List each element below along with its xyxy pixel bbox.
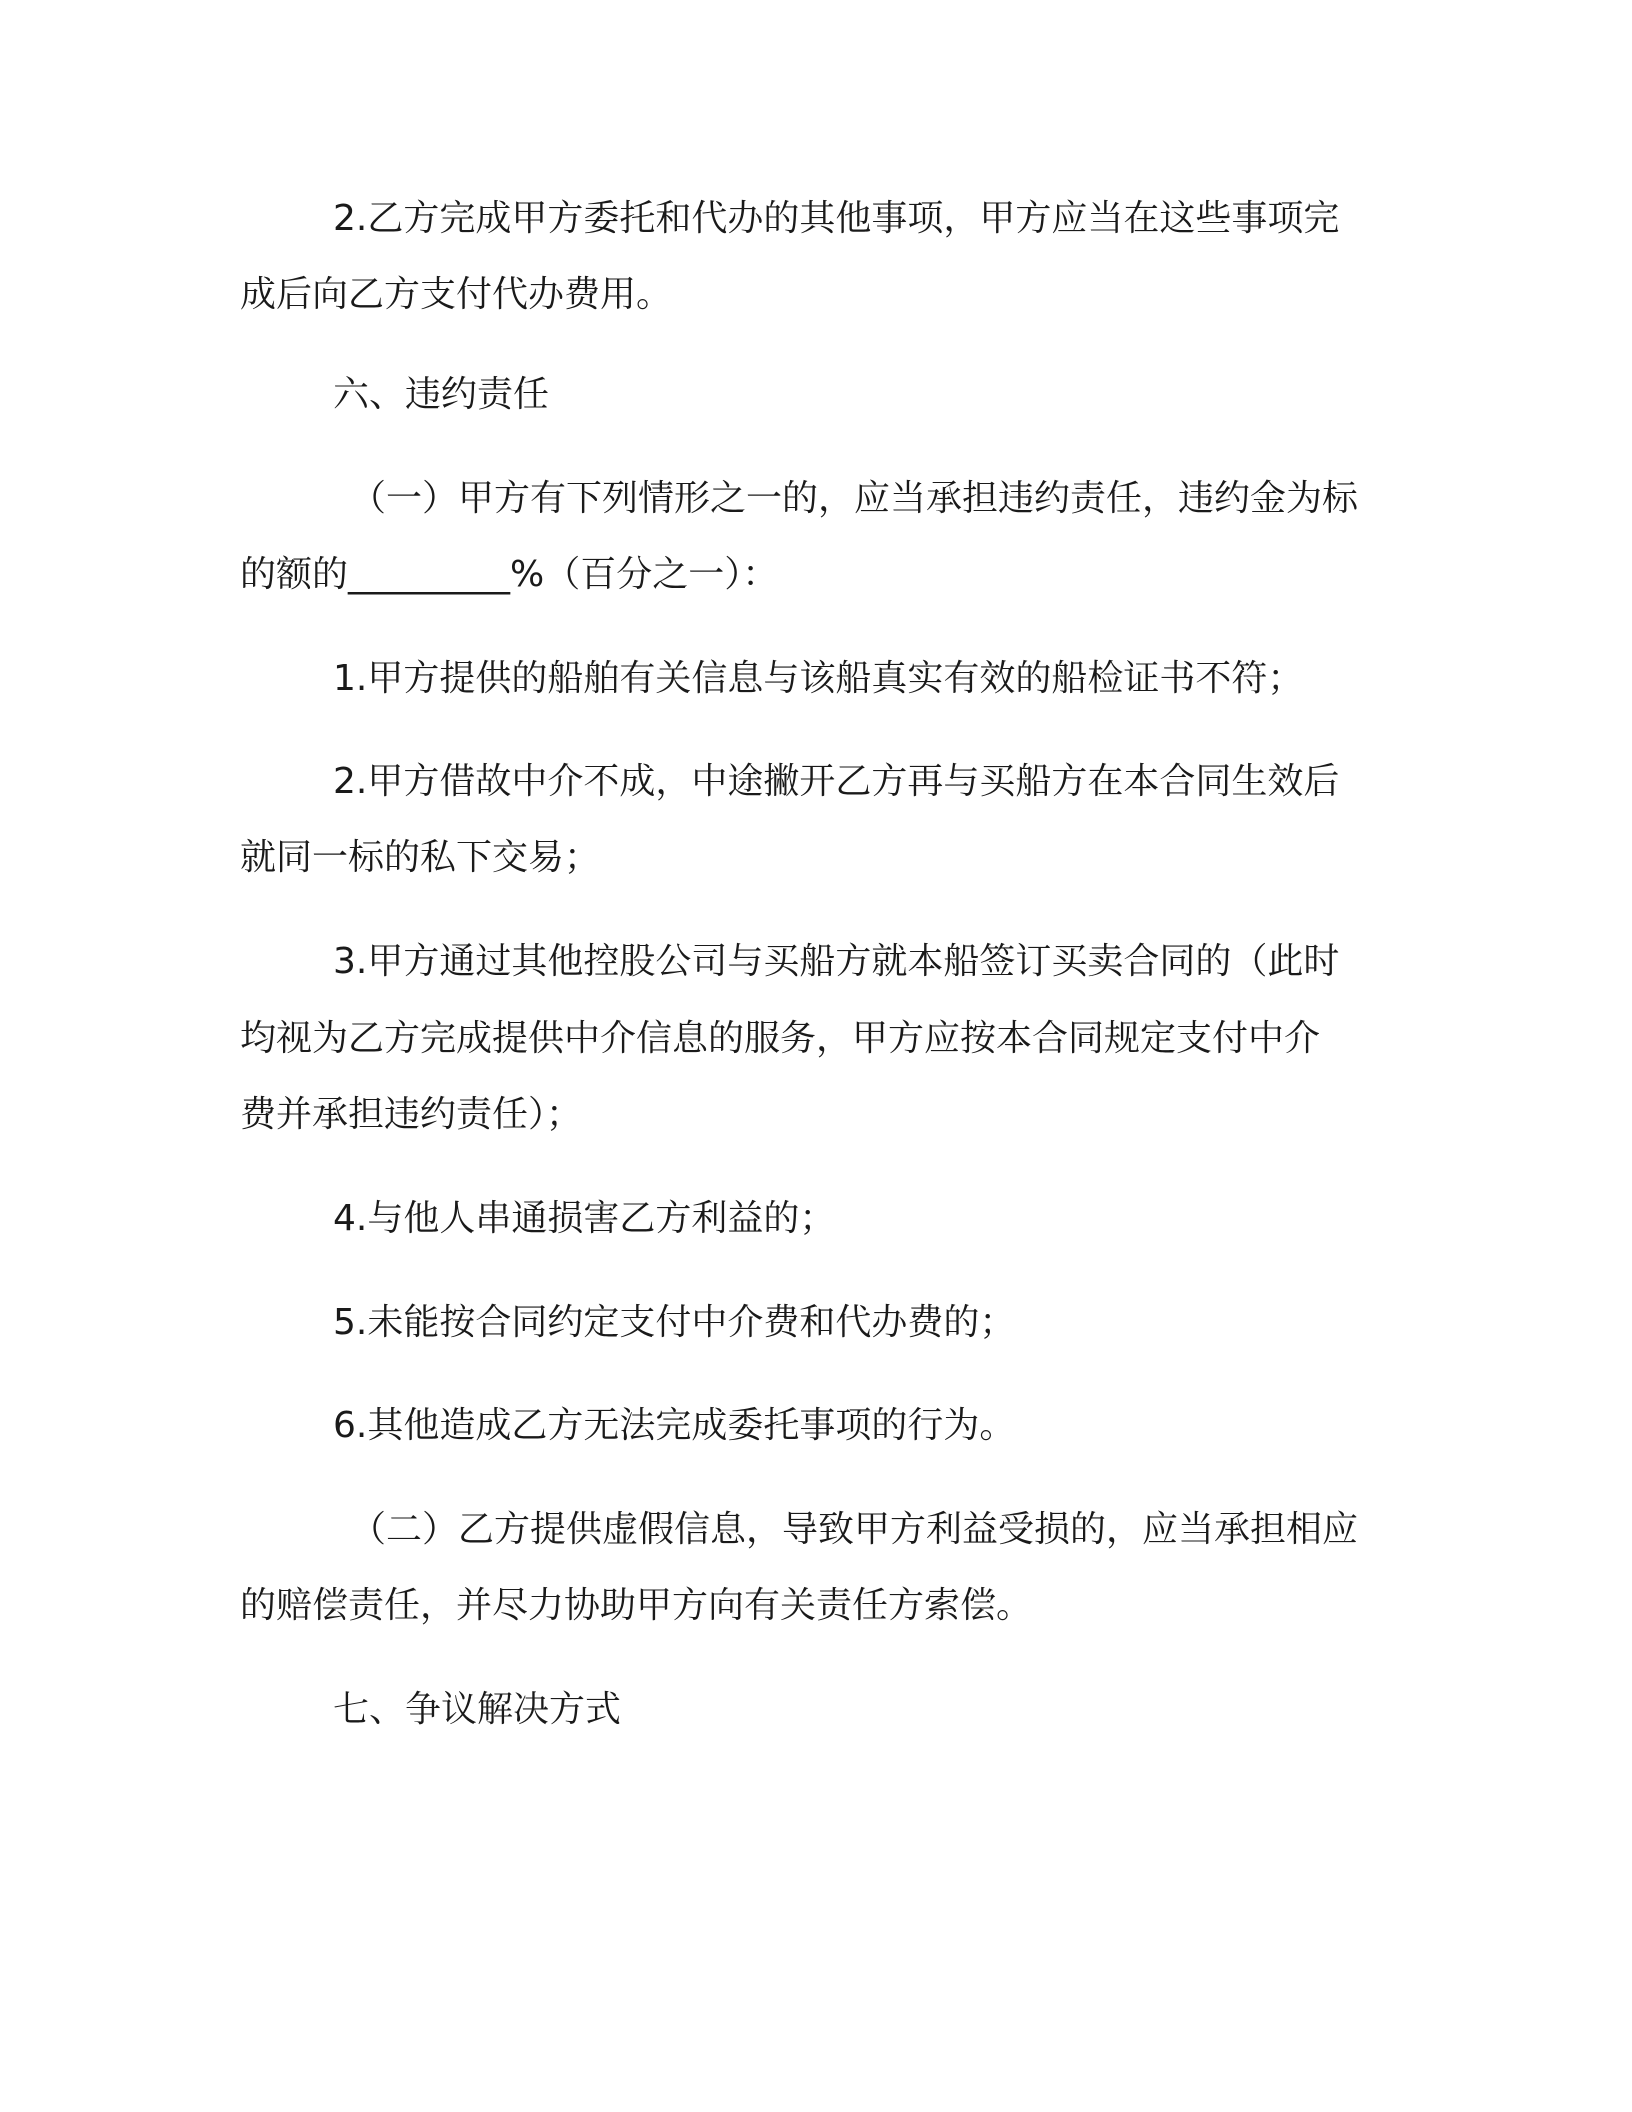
clause-6-1-line-2: 的额的_________%（百分之一）： (240, 554, 779, 595)
clause-6-1-line-1: （一）甲方有下列情形之一的，应当承担违约责任，违约金为标 (350, 478, 1359, 519)
item-6-1-3-line-3: 费并承担违约责任）； (240, 1094, 583, 1135)
section-7-heading: 七、争议解决方式 (333, 1689, 622, 1730)
item-6-1-3-line-2: 均视为乙方完成提供中介信息的服务，甲方应按本合同规定支付中介 (240, 1018, 1321, 1059)
item-6-1-5: 5.未能按合同约定支付中介费和代办费的； (333, 1302, 1016, 1343)
item-6-1-2-line-2: 就同一标的私下交易； (240, 837, 601, 878)
item-6-1-6: 6.其他造成乙方无法完成委托事项的行为。 (333, 1405, 1016, 1446)
item-6-1-4: 4.与他人串通损害乙方利益的； (333, 1198, 836, 1239)
clause-6-2-line-2: 的赔偿责任，并尽力协助甲方向有关责任方索偿。 (240, 1585, 1033, 1626)
clause-6-2-line-1: （二）乙方提供虚假信息，导致甲方利益受损的，应当承担相应 (350, 1509, 1359, 1550)
para-1-line-1: 2.乙方完成甲方委托和代办的其他事项，甲方应当在这些事项完 (333, 198, 1340, 239)
para-1-line-2: 成后向乙方支付代办费用。 (240, 274, 673, 315)
section-6-heading: 六、违约责任 (333, 374, 550, 415)
item-6-1-3-line-1: 3.甲方通过其他控股公司与买船方就本船签订买卖合同的（此时 (333, 941, 1340, 982)
item-6-1-2-line-1: 2.甲方借故中介不成，中途撇开乙方再与买船方在本合同生效后 (333, 761, 1340, 802)
item-6-1-1: 1.甲方提供的船舶有关信息与该船真实有效的船检证书不符； (333, 658, 1304, 699)
